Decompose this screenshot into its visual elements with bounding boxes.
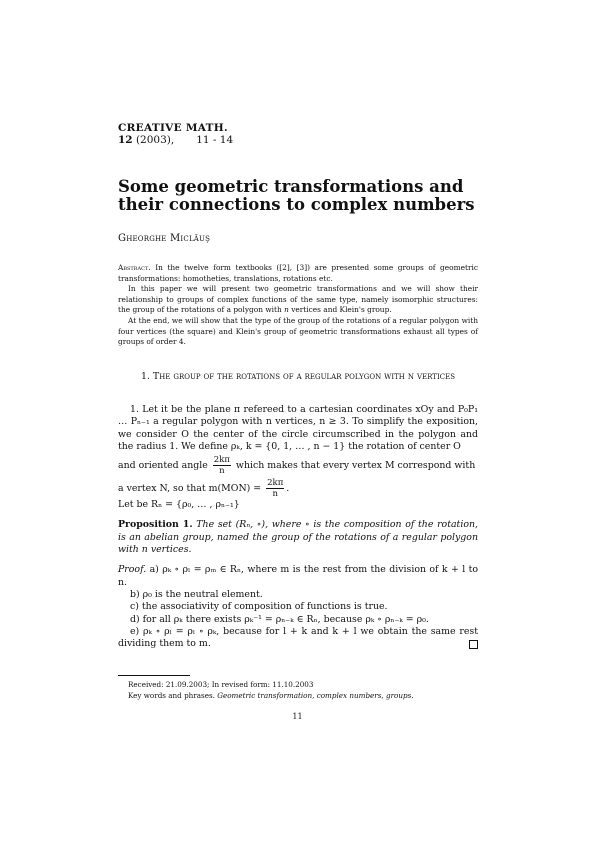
proof-label: Proof. (118, 564, 147, 576)
proposition-text: The set (Rₙ, ∘), where ∘ is the composition of the rotation, is an abelian group, named the group of the rotations of a regular polygon with n vertices. (118, 519, 478, 556)
footnote-rule (118, 675, 190, 676)
angle-text-1: and oriented angle (118, 460, 208, 472)
proposition-label: Proposition 1. (118, 519, 193, 531)
abstract-text-1: In the twelve form textbooks ([2], [3]) are presented some groups of geometric transformations: homotheties, translations, rotations etc. (118, 263, 478, 283)
abstract-paragraph-3: At the end, we will show that the type of the group of the rotations of a regular polygon with four vertices (the square) and Klein's group of geometric transformations exhaust all types of groups of order 4. (118, 315, 478, 347)
fraction-denominator-2: n (272, 489, 278, 500)
journal-volume: 12 (118, 134, 133, 146)
fraction-denominator: n (219, 466, 225, 477)
proof-e (118, 626, 478, 651)
vertex-period: . (286, 483, 290, 495)
paper-title: Some geometric transformations and their connections to complex numbers (118, 177, 475, 214)
paragraph-1-vertex-line (118, 478, 478, 499)
keywords-line (128, 691, 478, 702)
define-rn: Let be Rₙ = {ρ₀, … , ρₙ₋₁} (118, 499, 240, 511)
fraction-numerator: 2kπ (213, 455, 230, 466)
abstract (118, 263, 478, 348)
proof-a (118, 564, 478, 589)
proof-b: b) ρ₀ is the neutral element. (130, 588, 263, 600)
abstract-text-2b: vertices and Klein's group. (288, 305, 392, 315)
keywords-label: Key words and phrases. (128, 690, 218, 700)
paragraph-1: 1. Let it be the plane π refereed to a cartesian coordinates xOy and P₀P₁ … Pₙ₋₁ a regular polygon with n vertices, n ≥ 3. To simplify the exposition, we consider O the center of the circle circumscribed in the polygon and the radius 1. We define ρₖ, k = {0, 1, … , n − 1} the rotation of center O (118, 404, 478, 452)
paragraph-1-angle-line (118, 455, 478, 476)
abstract-paragraph-2 (118, 284, 478, 316)
journal-pages: 11 - 14 (196, 134, 234, 146)
footnote (128, 680, 478, 701)
page-number: 11 (292, 712, 303, 721)
proof-a-text: a) ρₖ ∘ ρₗ = ρₘ ∈ Rₙ, where m is the rest from the division of k + l to n. (118, 564, 478, 588)
proposition-1 (118, 519, 478, 556)
proof-e-text: e) ρₖ ∘ ρₗ = ρₗ ∘ ρₖ, because for l + k and k + l we obtain the same rest dividing them to m. (118, 625, 478, 650)
proof-c: c) the associativity of composition of functions is true. (130, 601, 388, 613)
angle-fraction (213, 455, 231, 476)
journal-name: CREATIVE MATH. (118, 122, 228, 134)
journal-header (118, 122, 233, 146)
angle-text-2: which makes that every vertex M correspond with (235, 460, 476, 472)
abstract-text-2a: In this paper we will present two geometric transformations and we will show their relationship to groups of complex functions of the same type, namely isomorphic structures: the group of the rotations of a polygon with (118, 284, 478, 315)
angle-fraction-2 (266, 478, 284, 499)
journal-year: (2003), (132, 134, 175, 146)
journal-volume-line (118, 134, 233, 146)
vertex-text: a vertex N, so that m(MON) = (118, 483, 262, 495)
section-heading: 1. The group of the rotations of a regular polygon with n vertices (140, 371, 455, 382)
proof-d: d) for all ρₖ there exists ρₖ⁻¹ = ρₙ₋ₖ ∈ Rₙ, because ρₖ ∘ ρₙ₋ₖ = ρ₀. (130, 613, 429, 625)
author-name: Gheorghe Miclăuş (118, 233, 211, 244)
received-dates: Received: 21.09.2003; In revised form: 11.10.2003 (128, 680, 314, 689)
qed-square-icon (469, 640, 478, 649)
main-body (118, 404, 478, 650)
keywords: Geometric transformation, complex numbers, groups. (217, 690, 414, 700)
abstract-paragraph-1 (118, 263, 478, 284)
abstract-heading: Abstract. (118, 263, 151, 272)
proof (118, 564, 478, 650)
fraction-numerator-2: 2kπ (267, 478, 284, 489)
abstract-text-2n: n (284, 305, 289, 315)
